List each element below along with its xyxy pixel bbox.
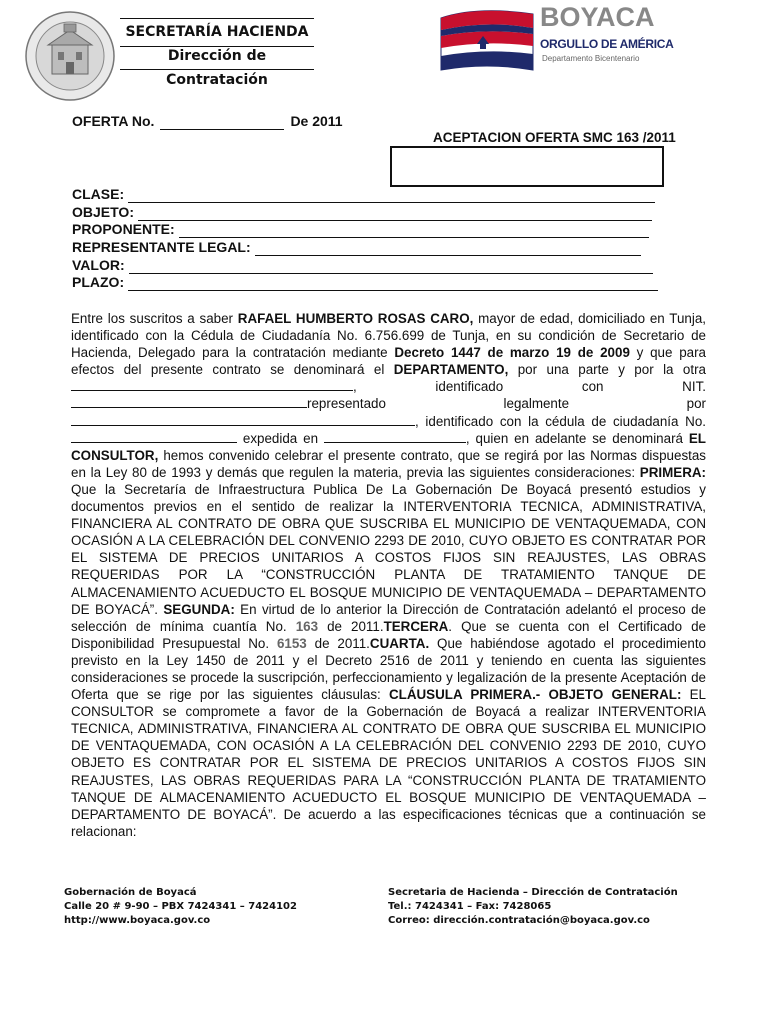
logo-subtitle: ORGULLO DE AMÉRICA	[540, 37, 674, 51]
direccion-title-line1: Dirección de	[167, 48, 267, 64]
plazo-blank[interactable]	[128, 276, 658, 291]
email-link[interactable]: Correo: dirección.contratación@boyaca.gov.co	[388, 915, 650, 926]
website-link[interactable]: http://www.boyaca.gov.co	[64, 915, 211, 926]
secretaria-title: SECRETARÍA HACIENDA	[125, 24, 309, 40]
objeto-blank[interactable]	[138, 206, 652, 221]
offer-year-label: De 2011	[290, 113, 343, 129]
field-valor: VALOR:	[72, 257, 653, 274]
gobernacion-seal	[24, 10, 116, 102]
representante-blank[interactable]	[255, 241, 641, 256]
offer-number-blank[interactable]	[160, 117, 284, 130]
otra-parte-blank[interactable]	[71, 378, 353, 391]
valor-blank[interactable]	[129, 259, 653, 274]
representante-legal-blank[interactable]	[71, 413, 415, 426]
nit-blank[interactable]	[71, 395, 307, 408]
field-objeto: OBJETO:	[72, 204, 652, 221]
field-plazo: PLAZO:	[72, 274, 658, 291]
contract-body: Entre los suscritos a saber RAFAEL HUMBERTO ROSAS CARO, mayor de edad, domiciliado en Tunja, identificado con la Cédula de Ciudadanía No. 6.756.699 de Tunja, en su condición de Secretario de Hacienda, Delegado para la contratación mediante Decreto 1447 de marzo 19 de 2009 y que para efectos del presente contrato se denominará el DEPARTAMENTO, por una parte y por la otra , identificado con NIT. representado legalmente por , identificado con la cédula de ciudadanía No. expedida en , quien en adelante se denominará EL CONSULTOR, hemos convenido celebrar el presente contrato, que se regirá por las Normas dispuestas en la Ley 80 de 1993 y demás que regulen la materia, previa las siguientes consideraciones: PRIMERA: Que la Secretaría de Infraestructura Publica De La Gobernación De Boyacá presentó estudios y documentos previos en el sentido de realizar la INTERVENTORIA TECNICA, ADMINISTRATIVA, FINANCIERA AL CONTRATO DE OBRA QUE SUSCRIBA EL MUNICIPIO DE VENTAQUEMADA, CON OCASIÓN A LA CELEBRACIÓN DEL CONVENIO 2293 DE 2010, CUYO OBJETO ES CONTRATAR POR EL SISTEMA DE PRECIOS UNITARIOS A COSTOS FIJOS SIN REAJUSTES, LAS OBRAS REQUERIDAS POR LA “CONSTRUCCIÓN PLANTA DE TRATAMIENTO TANQUE DE ALMACENAMIENTO ACUEDUCTO EL BOSQUE MUNICIPIO DE VENTAQUEMADA – DEPARTAMENTO DE BOYACÁ”. SEGUNDA: En virtud de lo anterior la Dirección de Contratación adelantó el proceso de selección de mínima cuantía No. 163 de 2011.TERCERA. Que se cuenta con el Certificado de Disponibilidad Presupuestal No. 6153 de 2011.CUARTA. Que habiéndose agotado el procedimiento previsto en la Ley 1450 de 2011 y el Decreto 2516 de 2011 y teniendo en cuenta las siguientes consideraciones se procede la suscripción, perfeccionamiento y legalización de la presente Aceptación de Oferta que se rige por las siguientes cláusulas: CLÁUSULA PRIMERA.- OBJETO GENERAL: EL CONSULTOR se compromete a favor de la Gobernación de Boyacá a realizar INTERVENTORIA TECNICA, ADMINISTRATIVA, FINANCIERA AL CONTRATO DE OBRA QUE SUSCRIBA EL MUNICIPIO DE VENTAQUEMADA, CON OCASIÓN A LA CELEBRACIÓN DEL CONVENIO 2293 DE 2010, CUYO OBJETO ES CONTRATAR POR EL SISTEMA DE PRECIOS UNITARIOS A COSTOS FIJOS SIN REAJUSTES, LAS OBRAS REQUERIDAS PARA LA “CONSTRUCCIÓN PLANTA DE TRATAMIENTO TANQUE DE ALMACENAMIENTO ACUEDUCTO EL BOSQUE MUNICIPIO DE VENTAQUEMADA – DEPARTAMENTO DE BOYACÁ”. De acuerdo a las especificaciones técnicas que a continuación se relacionan:	[71, 311, 707, 839]
offer-number-label: OFERTA No.	[72, 113, 155, 129]
logo-title: BOYACA	[540, 2, 655, 32]
acceptance-box[interactable]	[390, 146, 664, 187]
footer-right: Secretaria de Hacienda – Dirección de Contratación Tel.: 7424341 – Fax: 7428065 Correo: dirección.contratación@boyaca.gov.co	[388, 887, 678, 926]
cedula-blank[interactable]	[71, 430, 237, 443]
field-proponente: PROPONENTE:	[72, 221, 649, 238]
proponente-blank[interactable]	[179, 223, 649, 238]
clase-blank[interactable]	[128, 188, 655, 203]
logo-tagline: Departamento Bicentenario	[542, 54, 640, 63]
footer-left: Gobernación de Boyacá Calle 20 # 9-90 – PBX 7424341 – 7424102 http://www.boyaca.gov.co	[64, 887, 297, 926]
field-clase: CLASE:	[72, 186, 655, 203]
acceptance-title: ACEPTACION OFERTA SMC 163 /2011	[433, 130, 676, 145]
expedida-blank[interactable]	[324, 430, 466, 443]
field-representante: REPRESENTANTE LEGAL:	[72, 239, 641, 256]
direccion-title-line2: Contratación	[166, 72, 268, 88]
